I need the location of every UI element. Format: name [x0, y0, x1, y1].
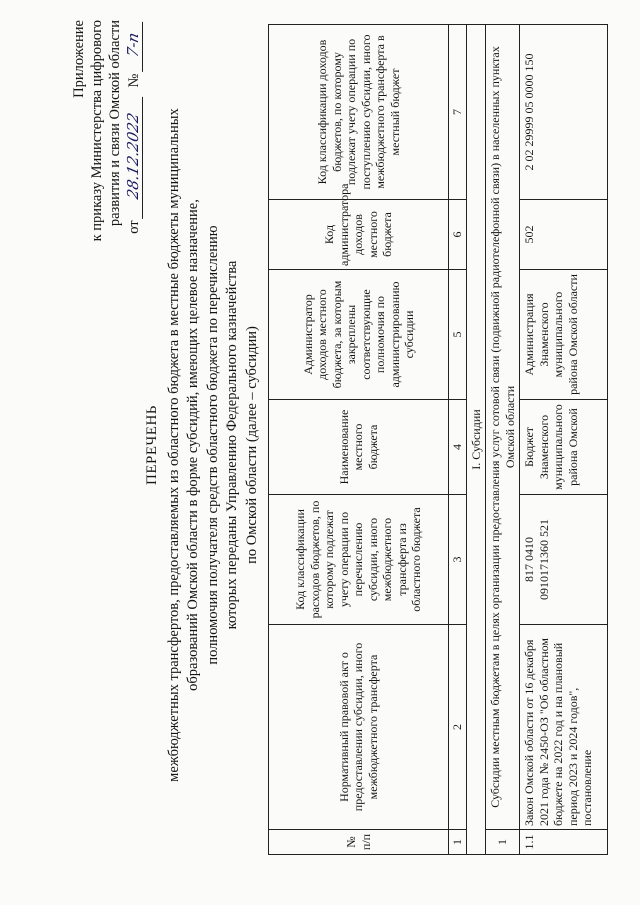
row-administrator: Администрация Знаменского муниципального района Омской области: [520, 270, 608, 400]
section-row: [466, 25, 486, 855]
document-title: [143, 65, 262, 825]
expense-code-part: 0910171360 521: [536, 519, 551, 600]
title-heading: ПЕРЕЧЕНЬ: [144, 405, 160, 485]
column-number: 7: [449, 25, 467, 200]
title-line: образований Омской области в форме субсидий, имеющих целевое назначение,: [185, 199, 201, 691]
subsection-number: 1: [486, 830, 520, 855]
column-number: 5: [449, 270, 467, 400]
row-admin-code: 502: [520, 200, 608, 270]
approval-line-ministry: развития и связи Омской области: [107, 20, 123, 227]
header-admin-code: Код администратора доходов местного бюджета: [269, 200, 449, 270]
number-label: №: [126, 73, 142, 88]
title-line: по Омской области (далее – субсидии): [243, 326, 260, 564]
approval-line-order: к приказу Министерства цифрового: [89, 20, 105, 242]
header-expense-code: Код классификации расходов бюджетов, по которому подлежат учету операции по перечислению субсидии, иного межбюджетного трансферта из областного бюджета: [269, 495, 449, 625]
approval-title: Приложение: [71, 20, 87, 98]
row-income-code: 2 02 29999 05 0000 150: [520, 25, 608, 200]
column-number: 6: [449, 200, 467, 270]
handwritten-number: 7-п: [124, 18, 143, 72]
header-income-code: Код классификации доходов бюджетов, по которому подлежат учету операции по поступлению субсидии, иного межбюджетного трансферта в местный бюджет: [269, 25, 449, 200]
subsection-row: [486, 25, 520, 855]
handwritten-date: 28.12.2022: [124, 93, 143, 219]
subsection-text: Субсидии местным бюджетам в целях организации предоставления услуг сотовой связи (подвижной радиотелефонной связи) в населенных пунктах Омской области: [486, 25, 520, 830]
column-number: 1: [449, 830, 467, 855]
column-number: 4: [449, 400, 467, 495]
row-expense-code: [520, 495, 608, 625]
from-label: от: [126, 220, 142, 234]
title-line: полномочия получателя средств областного бюджета по перечислению: [204, 225, 221, 665]
row-number: 1.1: [520, 830, 608, 855]
title-line: межбюджетных трансфертов, предоставляемых из областного бюджета в местные бюджеты муниципальных: [165, 108, 182, 782]
subsidies-table: [268, 24, 608, 855]
header-budget-name: Наименование местного бюджета: [269, 400, 449, 495]
approval-block: [70, 20, 143, 275]
column-number: 2: [449, 625, 467, 830]
header-legal-act: Нормативный правовой акт о предоставлении субсидии, иного межбюджетного трансферта: [269, 625, 449, 830]
column-number: 3: [449, 495, 467, 625]
title-line: которых переданы Управлению Федерального казначейства: [224, 260, 240, 630]
row-legal-act: Закон Омской области от 16 декабря 2021 года № 2450-ОЗ "Об областном бюджете на 2022 год и на плановый период 2023 и 2024 годов", постановление: [520, 625, 608, 830]
table-row: [520, 25, 608, 855]
expense-code-part: 817 0410: [522, 537, 536, 582]
header-row: [269, 25, 449, 855]
column-number-row: [449, 25, 467, 855]
header-administrator: Администратор доходов местного бюджета, за которым закреплены соответствующие полномочия по администрированию субсидии: [269, 270, 449, 400]
row-budget-name: Бюджет Знаменского муниципального района Омской: [520, 400, 608, 495]
section-title: I. Субсидии: [466, 25, 486, 855]
header-number: № п/п: [269, 830, 449, 855]
approval-date-line: [124, 20, 143, 275]
